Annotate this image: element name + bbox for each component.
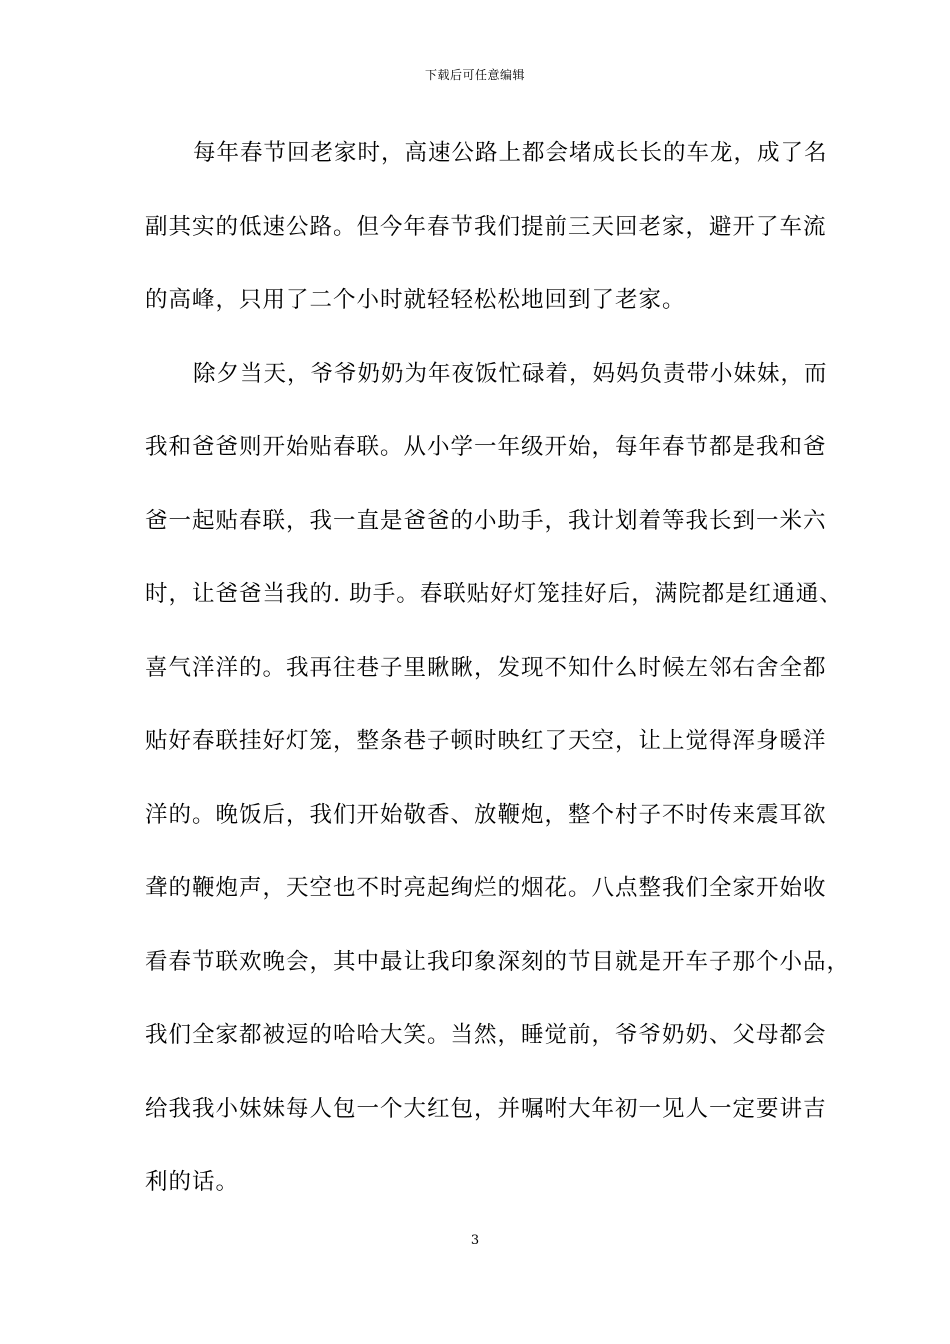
text-line: 我们全家都被逗的哈哈大笑。当然，睡觉前，爷爷奶奶、父母都会 [145, 1022, 827, 1048]
text-line: 聋的鞭炮声，天空也不时亮起绚烂的烟花。八点整我们全家开始收 [145, 875, 827, 901]
text-line: 爸一起贴春联，我一直是爸爸的小助手，我计划着等我长到一米六 [145, 507, 827, 534]
paragraph-1 [145, 130, 828, 351]
text-line: 贴好春联挂好灯笼，整条巷子顿时映红了天空，让上觉得浑身暖洋 [145, 728, 827, 754]
text-line: 副其实的低速公路。但今年春节我们提前三天回老家，避开了车流 [145, 213, 827, 240]
document-body [145, 130, 851, 1233]
text-line: 看春节联欢晚会，其中最让我印象深刻的节目就是开车子那个小品， [145, 948, 851, 975]
page-header: 下载后可任意编辑 [424, 68, 525, 82]
text-line: 洋的。晚饭后，我们开始敬香、放鞭炮，整个村子不时传来震耳欲 [145, 801, 827, 828]
page-number: 3 [470, 1233, 480, 1248]
text-line: 的高峰，只用了二个小时就轻轻松松地回到了老家。 [145, 287, 686, 313]
text-line: 给我我小妹妹每人包一个大红包，并嘱咐大年初一见人一定要讲吉 [145, 1095, 827, 1122]
paragraph-2 [145, 351, 851, 1233]
text-line: 除夕当天，爷爷奶奶为年夜饭忙碌着，妈妈负责带小妹妹，而 [193, 360, 828, 387]
text-line: 我和爸爸则开始贴春联。从小学一年级开始，每年春节都是我和爸 [145, 434, 827, 460]
text-line: 每年春节回老家时，高速公路上都会堵成长长的车龙，成了名 [193, 140, 828, 166]
text-line: 利的话。 [145, 1169, 240, 1195]
text-line: 喜气洋洋的。我再往巷子里瞅瞅，发现不知什么时候左邻右舍全都 [145, 654, 827, 681]
text-line: 时，让爸爸当我的. 助手。春联贴好灯笼挂好后，满院都是红通通、 [145, 581, 843, 607]
